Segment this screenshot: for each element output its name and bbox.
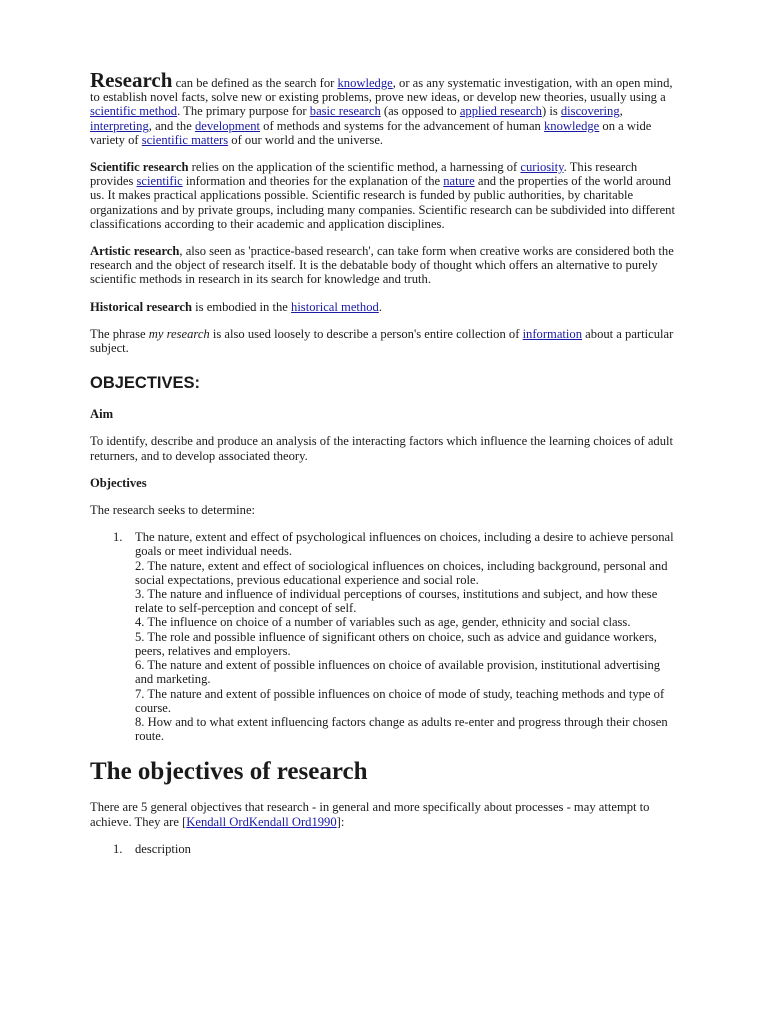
list-number: 1. [113, 530, 123, 545]
text-run: ]: [336, 814, 345, 829]
list-item [90, 530, 680, 743]
link-knowledge[interactable]: knowledge [337, 76, 393, 90]
paragraph-my-research [90, 327, 680, 355]
link-scientific-matters[interactable]: scientific matters [141, 132, 229, 147]
list-item-text: 6. The nature and extent of possible influences on choice of available provision, institutional advertising and marketing. [135, 658, 661, 687]
text-run: is embodied in the [192, 299, 292, 314]
link-discovering[interactable]: discovering [560, 104, 620, 119]
link-historical-method[interactable]: historical method [291, 299, 379, 314]
general-objectives-list [90, 842, 680, 856]
term-historical-research: Historical research [90, 299, 193, 314]
link-nature[interactable]: nature [443, 174, 475, 189]
term-scientific-research: Scientific research [90, 160, 189, 175]
list-item [90, 842, 680, 856]
link-scientific-method[interactable]: scientific method [90, 104, 178, 119]
link-information[interactable]: information [522, 326, 583, 341]
list-item-text: 8. How and to what extent influencing factors change as adults re-enter and progress through their chosen route. [135, 714, 668, 744]
text-run: . The primary purpose for [177, 104, 310, 119]
link-knowledge-2[interactable]: knowledge [544, 118, 600, 133]
list-item-text: 5. The role and possible influence of significant others on choice, such as advice and guidance workers, peers, relatives and employers. [135, 629, 657, 658]
paragraph-aim: To identify, describe and produce an analysis of the interacting factors which influence the learning choices of adult returners, and to develop associated theory. [90, 434, 673, 463]
text-run: of our world and the universe. [228, 132, 384, 147]
paragraph-objectives-intro: The research seeks to determine: [90, 503, 256, 518]
list-number: 1. [113, 841, 123, 856]
paragraph-general-objectives [90, 800, 680, 828]
text-run: about a particular subject. [90, 326, 674, 356]
objectives-list [90, 530, 680, 743]
paragraph-historical-research [90, 300, 680, 314]
text-run: . This research provides [90, 160, 638, 189]
link-kendall-ord[interactable]: Kendall OrdKendall Ord1990 [186, 814, 337, 829]
heading-objectives-of-research: The objectives of research [90, 758, 368, 786]
link-scientific[interactable]: scientific [136, 174, 183, 189]
text-run: The phrase [90, 326, 149, 341]
list-item-text: 4. The influence on choice of a number of variables such as age, gender, ethnicity and social class. [135, 615, 631, 630]
link-basic-research[interactable]: basic research [309, 104, 381, 119]
text-run: of methods and systems for the advancement of human [260, 118, 544, 133]
text-run: , or as any systematic investigation, with an open mind, to establish novel facts, solve new or existing problems, prove new ideas, or develop new theories, usually using a [90, 76, 673, 105]
text-run: and the properties of the world around us. It makes practical applications possible. Scientific research is funded by public authorities, by charitable organizations and by private groups, including many companies. Scientific research can be subdivided into different classifications according to their academic and application disciplines. [90, 174, 675, 231]
term-artistic-research: Artistic research [90, 244, 180, 259]
lead-word: Research [90, 68, 173, 92]
text-run: is also used loosely to describe a person's entire collection of [209, 326, 523, 341]
aim-label-text: Aim [90, 407, 114, 422]
text-run: information and theories for the explanation of the [182, 174, 444, 189]
link-curiosity[interactable]: curiosity [520, 160, 564, 175]
text-run: (as opposed to [380, 104, 460, 119]
list-item-text: 7. The nature and extent of possible influences on choice of mode of study, teaching methods and type of course. [135, 686, 665, 715]
objectives-label-text: Objectives [90, 475, 147, 490]
text-run: ) is [541, 104, 561, 119]
label-objectives [90, 476, 680, 490]
link-development[interactable]: development [194, 118, 260, 133]
text-run: can be defined as the search for [172, 76, 338, 90]
document-content [90, 68, 680, 856]
list-item-text: The nature, extent and effect of psychological influences on choices, including a desire to achieve personal goals or meet individual needs. [135, 530, 674, 559]
emphasis-my-research: my research [148, 326, 210, 341]
paragraph-research-definition [90, 68, 680, 147]
list-item-text: 3. The nature and influence of individual perceptions of courses, institutions and subject, and how these relate to self-perception and concept of self. [135, 587, 658, 616]
heading-objectives: OBJECTIVES: [90, 374, 201, 393]
link-applied-research[interactable]: applied research [459, 104, 542, 119]
paragraph-artistic-research [90, 244, 680, 287]
list-item-text: description [135, 841, 191, 856]
text-run: on a wide variety of [90, 118, 652, 147]
list-item-text: 2. The nature, extent and effect of sociological influences on choices, including background, personal and social expectations, previous educational experience and social role. [135, 558, 668, 587]
text-run: . [378, 299, 382, 314]
link-interpreting[interactable]: interpreting [90, 118, 149, 133]
paragraph-scientific-research [90, 160, 680, 231]
text-run: There are 5 general objectives that research - in general and more specifically about processes - may attempt to achieve. They are [ [90, 800, 650, 829]
text-run: , also seen as 'practice-based research', can take form when creative works are considered both the research and the object of research itself. It is the debatable body of thought which offers an alternative to purely scientific methods in research in its search for knowledge and truth. [90, 244, 674, 287]
text-run: , [619, 104, 623, 119]
text-run: relies on the application of the scientific method, a harnessing of [188, 160, 521, 175]
label-aim [90, 407, 680, 421]
text-run: , and the [148, 118, 195, 133]
